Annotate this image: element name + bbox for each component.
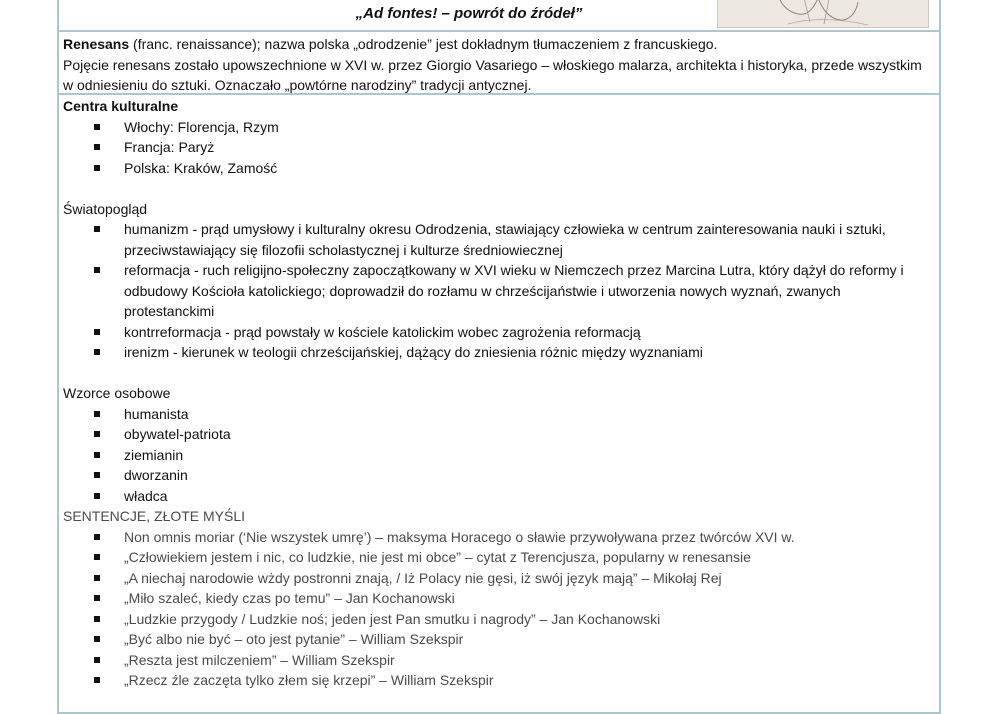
list-item: „Miło szaleć, kiedy czas po temu” – Jan Kochanowski <box>63 588 933 609</box>
list-item: irenizm - kierunek w teologii chrześcijańskiej, dążący do zniesienia różnic między wyznaniami <box>63 342 933 363</box>
list-item: „A niechaj narodowie wżdy postronni znają, / Iż Polacy nie gęsi, iż swój język mają” – Mikołaj Rej <box>63 568 933 589</box>
list-item: kontrreformacja - prąd powstały w kościele katolickim wobec zagrożenia reformacją <box>63 322 933 343</box>
centers-list <box>63 117 933 179</box>
list-item: Włochy: Florencja, Rzym <box>63 117 933 138</box>
intro-term: Renesans <box>63 36 130 52</box>
list-item: władca <box>63 486 933 507</box>
list-item: Polska: Kraków, Zamość <box>63 158 933 179</box>
sentences-title: SENTENCJE, ZŁOTE MYŚLI <box>63 508 246 524</box>
list-item: obywatel-patriota <box>63 424 933 445</box>
list-item: reformacja - ruch religijno-społeczny zapoczątkowany w XVI wieku w Niemczech przez Marcina Lutra, który dążył do reformy i odbudowy Kościoła katolickiego; doprowadził do rozłamu w chrześcijaństwie i utworzenia nowych wyznań, zwanych protestanckimi <box>63 260 933 322</box>
sketch-figure-icon <box>718 0 928 27</box>
list-item: Francja: Paryż <box>63 137 933 158</box>
list-item: „Rzecz źle zaczęta tylko złem się krzepi” – William Szekspir <box>63 670 933 691</box>
main-content <box>63 96 933 691</box>
intro-line-2: Pojęcie renesans zostało upowszechnione w XVI w. przez Giorgio Vasariego – włoskiego malarza, architekta i historyka, przede wszystkim w odniesieniu do sztuki. Oznaczało „powtórne narodziny” tradycji antycznej. <box>63 56 922 93</box>
section-divider <box>57 93 941 95</box>
list-item: „Reszta jest milczeniem” – William Szekspir <box>63 650 933 671</box>
intro-definition: (franc. renaissance); nazwa polska „odrodzenie” jest dokładnym tłumaczeniem z francuskiego. <box>129 36 718 52</box>
list-item: „Człowiekiem jestem i nic, co ludzkie, nie jest mi obce” – cytat z Terencjusza, popularny w renesansie <box>63 547 933 568</box>
list-item: „Ludzkie przygody / Ludzkie noś; jeden jest Pan smutku i nagrody” – Jan Kochanowski <box>63 609 933 630</box>
renaissance-illustration <box>717 0 929 28</box>
sentences-list <box>63 527 933 691</box>
list-item: Non omnis moriar (‘Nie wszystek umrę’) – maksyma Horacego o sławie przywoływana przez twórców XVI w. <box>63 527 933 548</box>
worldview-list <box>63 219 933 363</box>
intro-section <box>63 34 933 96</box>
role-models-list <box>63 404 933 507</box>
list-item: „Być albo nie być – oto jest pytanie” – William Szekspir <box>63 629 933 650</box>
list-item: humanizm - prąd umysłowy i kulturalny okresu Odrodzenia, stawiający człowieka w centrum zainteresowania nauki i sztuki, przeciwstawiający się filozofii scholastycznej i kulturze średniowiecznej <box>63 219 933 260</box>
intro-line-1 <box>63 34 933 55</box>
list-item: humanista <box>63 404 933 425</box>
worldview-title: Światopogląd <box>63 200 148 217</box>
list-item: dworzanin <box>63 465 933 486</box>
centers-title: Centra kulturalne <box>63 98 179 114</box>
motto: „Ad fontes! – powrót do źródeł” <box>355 5 583 22</box>
role-models-title: Wzorce osobowe <box>63 385 171 401</box>
list-item: ziemianin <box>63 445 933 466</box>
